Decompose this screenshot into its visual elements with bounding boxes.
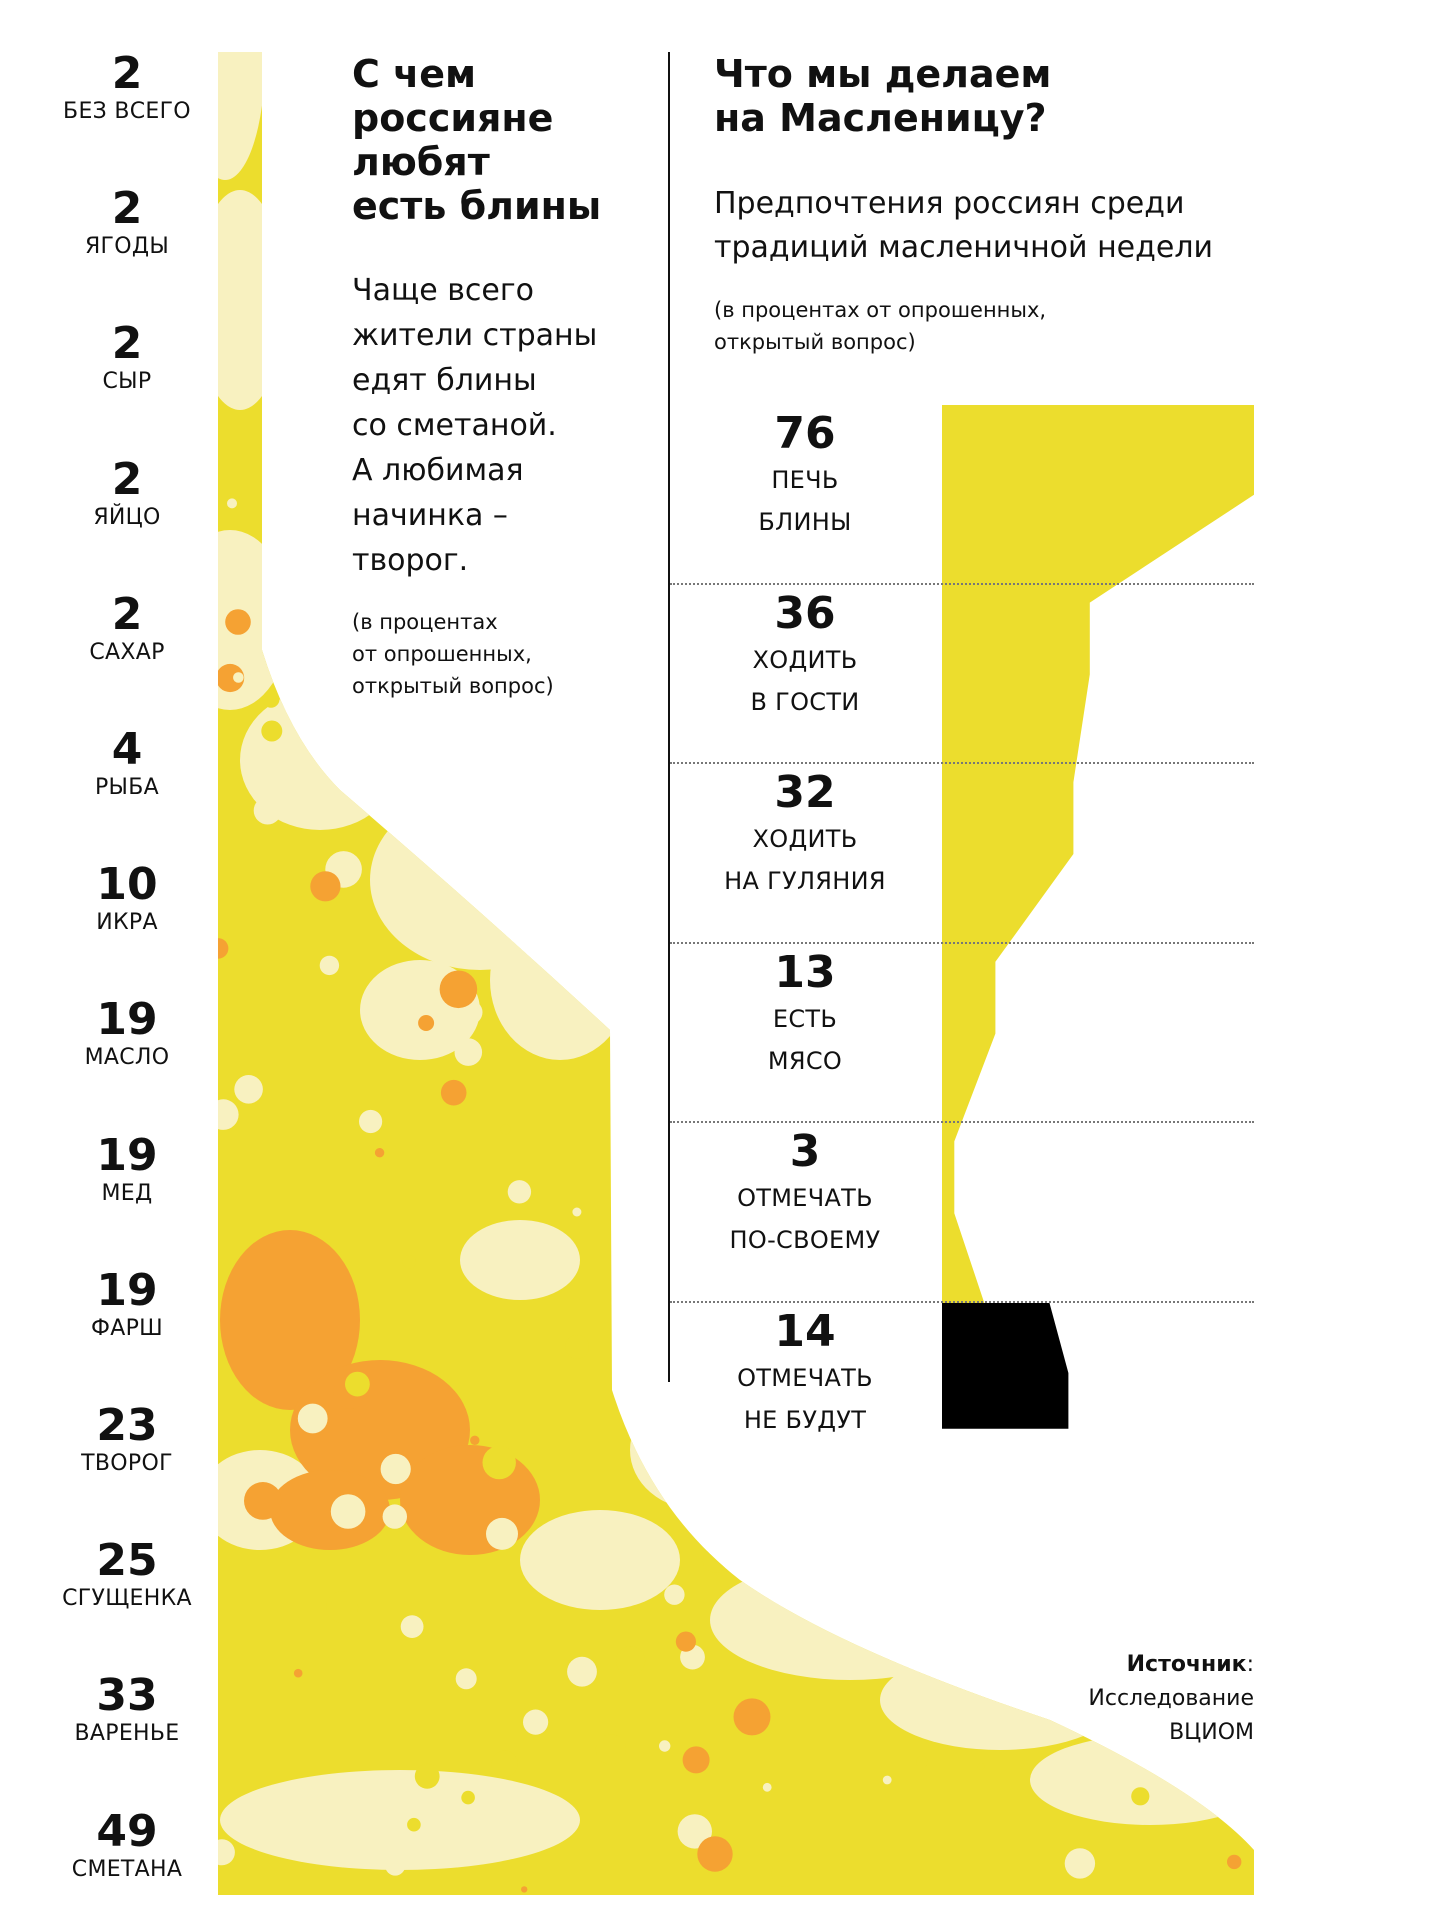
filling-value: 19 <box>96 994 158 1046</box>
right-title-line: на Масленицу? <box>714 96 1047 140</box>
left-body-line: Чаще всего <box>352 273 534 308</box>
left-note-line: от опрошенных, <box>352 642 532 666</box>
tradition-label: ЕСТЬ <box>772 1004 838 1033</box>
filling-value: 2 <box>111 183 143 235</box>
tradition-item <box>670 1127 940 1261</box>
filling-value: 19 <box>96 1264 158 1316</box>
filling-label: СМЕТАНА <box>71 1856 183 1882</box>
source-label: Источник <box>1126 1652 1247 1677</box>
no-celebration-area <box>942 1303 1068 1429</box>
left-title-line: любят <box>352 140 490 184</box>
tradition-value: 76 <box>774 408 836 459</box>
left-note-line: (в процентах <box>352 610 498 634</box>
left-title-line: С чем <box>352 52 477 96</box>
left-body-line: со сметаной. <box>352 408 557 443</box>
tradition-label: ХОДИТЬ <box>752 645 858 674</box>
tradition-item <box>670 768 940 902</box>
right-note-line: открытый вопрос) <box>714 330 916 354</box>
filling-value: 19 <box>96 1129 158 1181</box>
right-subtitle-line: Предпочтения россиян среди <box>714 186 1185 221</box>
filling-label: ВАРЕНЬЕ <box>74 1721 180 1747</box>
right-title-line: Что мы делаем <box>714 52 1052 96</box>
filling-label: БЕЗ ВСЕГО <box>63 99 191 124</box>
tradition-value: 13 <box>774 946 836 998</box>
tradition-value: 32 <box>774 767 836 819</box>
tradition-item <box>670 589 940 723</box>
tradition-item <box>670 1307 940 1441</box>
left-body-line: едят блины <box>352 363 537 398</box>
tradition-item <box>670 409 940 543</box>
filling-value: 10 <box>96 859 158 911</box>
source-colon: : <box>1246 1652 1254 1677</box>
filling-label: МЕД <box>101 1180 153 1206</box>
filling-label: САХАР <box>89 639 165 665</box>
filling-value: 2 <box>111 48 143 99</box>
right-note-line: (в процентах от опрошенных, <box>714 298 1047 322</box>
tradition-separator <box>670 583 1254 585</box>
tradition-separator <box>670 1121 1254 1123</box>
tradition-item <box>670 948 940 1082</box>
filling-value: 23 <box>96 1400 158 1451</box>
filling-value: 2 <box>111 318 143 370</box>
left-title-line: россияне <box>352 96 554 140</box>
filling-value: 4 <box>111 724 143 775</box>
filling-label: РЫБА <box>94 775 160 800</box>
filling-value: 2 <box>111 453 143 505</box>
filling-value: 49 <box>96 1805 158 1857</box>
source-line: Исследование <box>1088 1686 1254 1711</box>
filling-label: ЯЙЦО <box>93 504 161 530</box>
source-label-line <box>1088 1648 1254 1682</box>
tradition-label: ПО-СВОЕМУ <box>729 1226 881 1255</box>
tradition-label: ПЕЧЬ <box>771 466 839 494</box>
tradition-label: НА ГУЛЯНИЯ <box>724 867 886 896</box>
left-body-line: начинка – <box>352 498 508 533</box>
left-body-line: жители страны <box>352 318 598 353</box>
right-subtitle-line: традиций масленичной недели <box>714 230 1214 265</box>
tradition-label: НЕ БУДУТ <box>743 1406 867 1434</box>
tradition-value: 3 <box>789 1126 821 1178</box>
tradition-separator <box>670 762 1254 764</box>
filling-value: 2 <box>111 588 143 640</box>
filling-value: 25 <box>96 1535 158 1587</box>
tradition-separator <box>670 942 1254 944</box>
source-note <box>1088 1648 1254 1750</box>
left-note-line: открытый вопрос) <box>352 674 554 698</box>
traditions-area <box>942 405 1254 1303</box>
filling-label: ТВОРОГ <box>81 1451 173 1476</box>
tradition-label: ОТМЕЧАТЬ <box>737 1364 873 1392</box>
tradition-label: ХОДИТЬ <box>752 825 858 854</box>
tradition-value: 14 <box>774 1306 836 1357</box>
filling-value: 33 <box>96 1670 158 1722</box>
filling-label: СЫР <box>102 369 152 395</box>
left-title-line: есть блины <box>352 184 602 228</box>
filling-label: СГУЩЕНКА <box>62 1586 192 1612</box>
filling-label: ЯГОДЫ <box>84 234 170 260</box>
tradition-label: ОТМЕЧАТЬ <box>737 1184 873 1213</box>
filling-label: МАСЛО <box>84 1045 170 1071</box>
left-body-line: А любимая <box>352 453 524 488</box>
filling-label: ИКРА <box>96 910 158 936</box>
tradition-label: БЛИНЫ <box>758 508 852 536</box>
left-body-line: творог. <box>352 543 469 578</box>
tradition-separator <box>670 1301 1254 1303</box>
tradition-label: В ГОСТИ <box>750 687 860 716</box>
filling-label: ФАРШ <box>91 1315 163 1341</box>
source-line: ВЦИОМ <box>1169 1720 1254 1745</box>
tradition-value: 36 <box>774 587 836 639</box>
tradition-label: МЯСО <box>767 1046 843 1075</box>
